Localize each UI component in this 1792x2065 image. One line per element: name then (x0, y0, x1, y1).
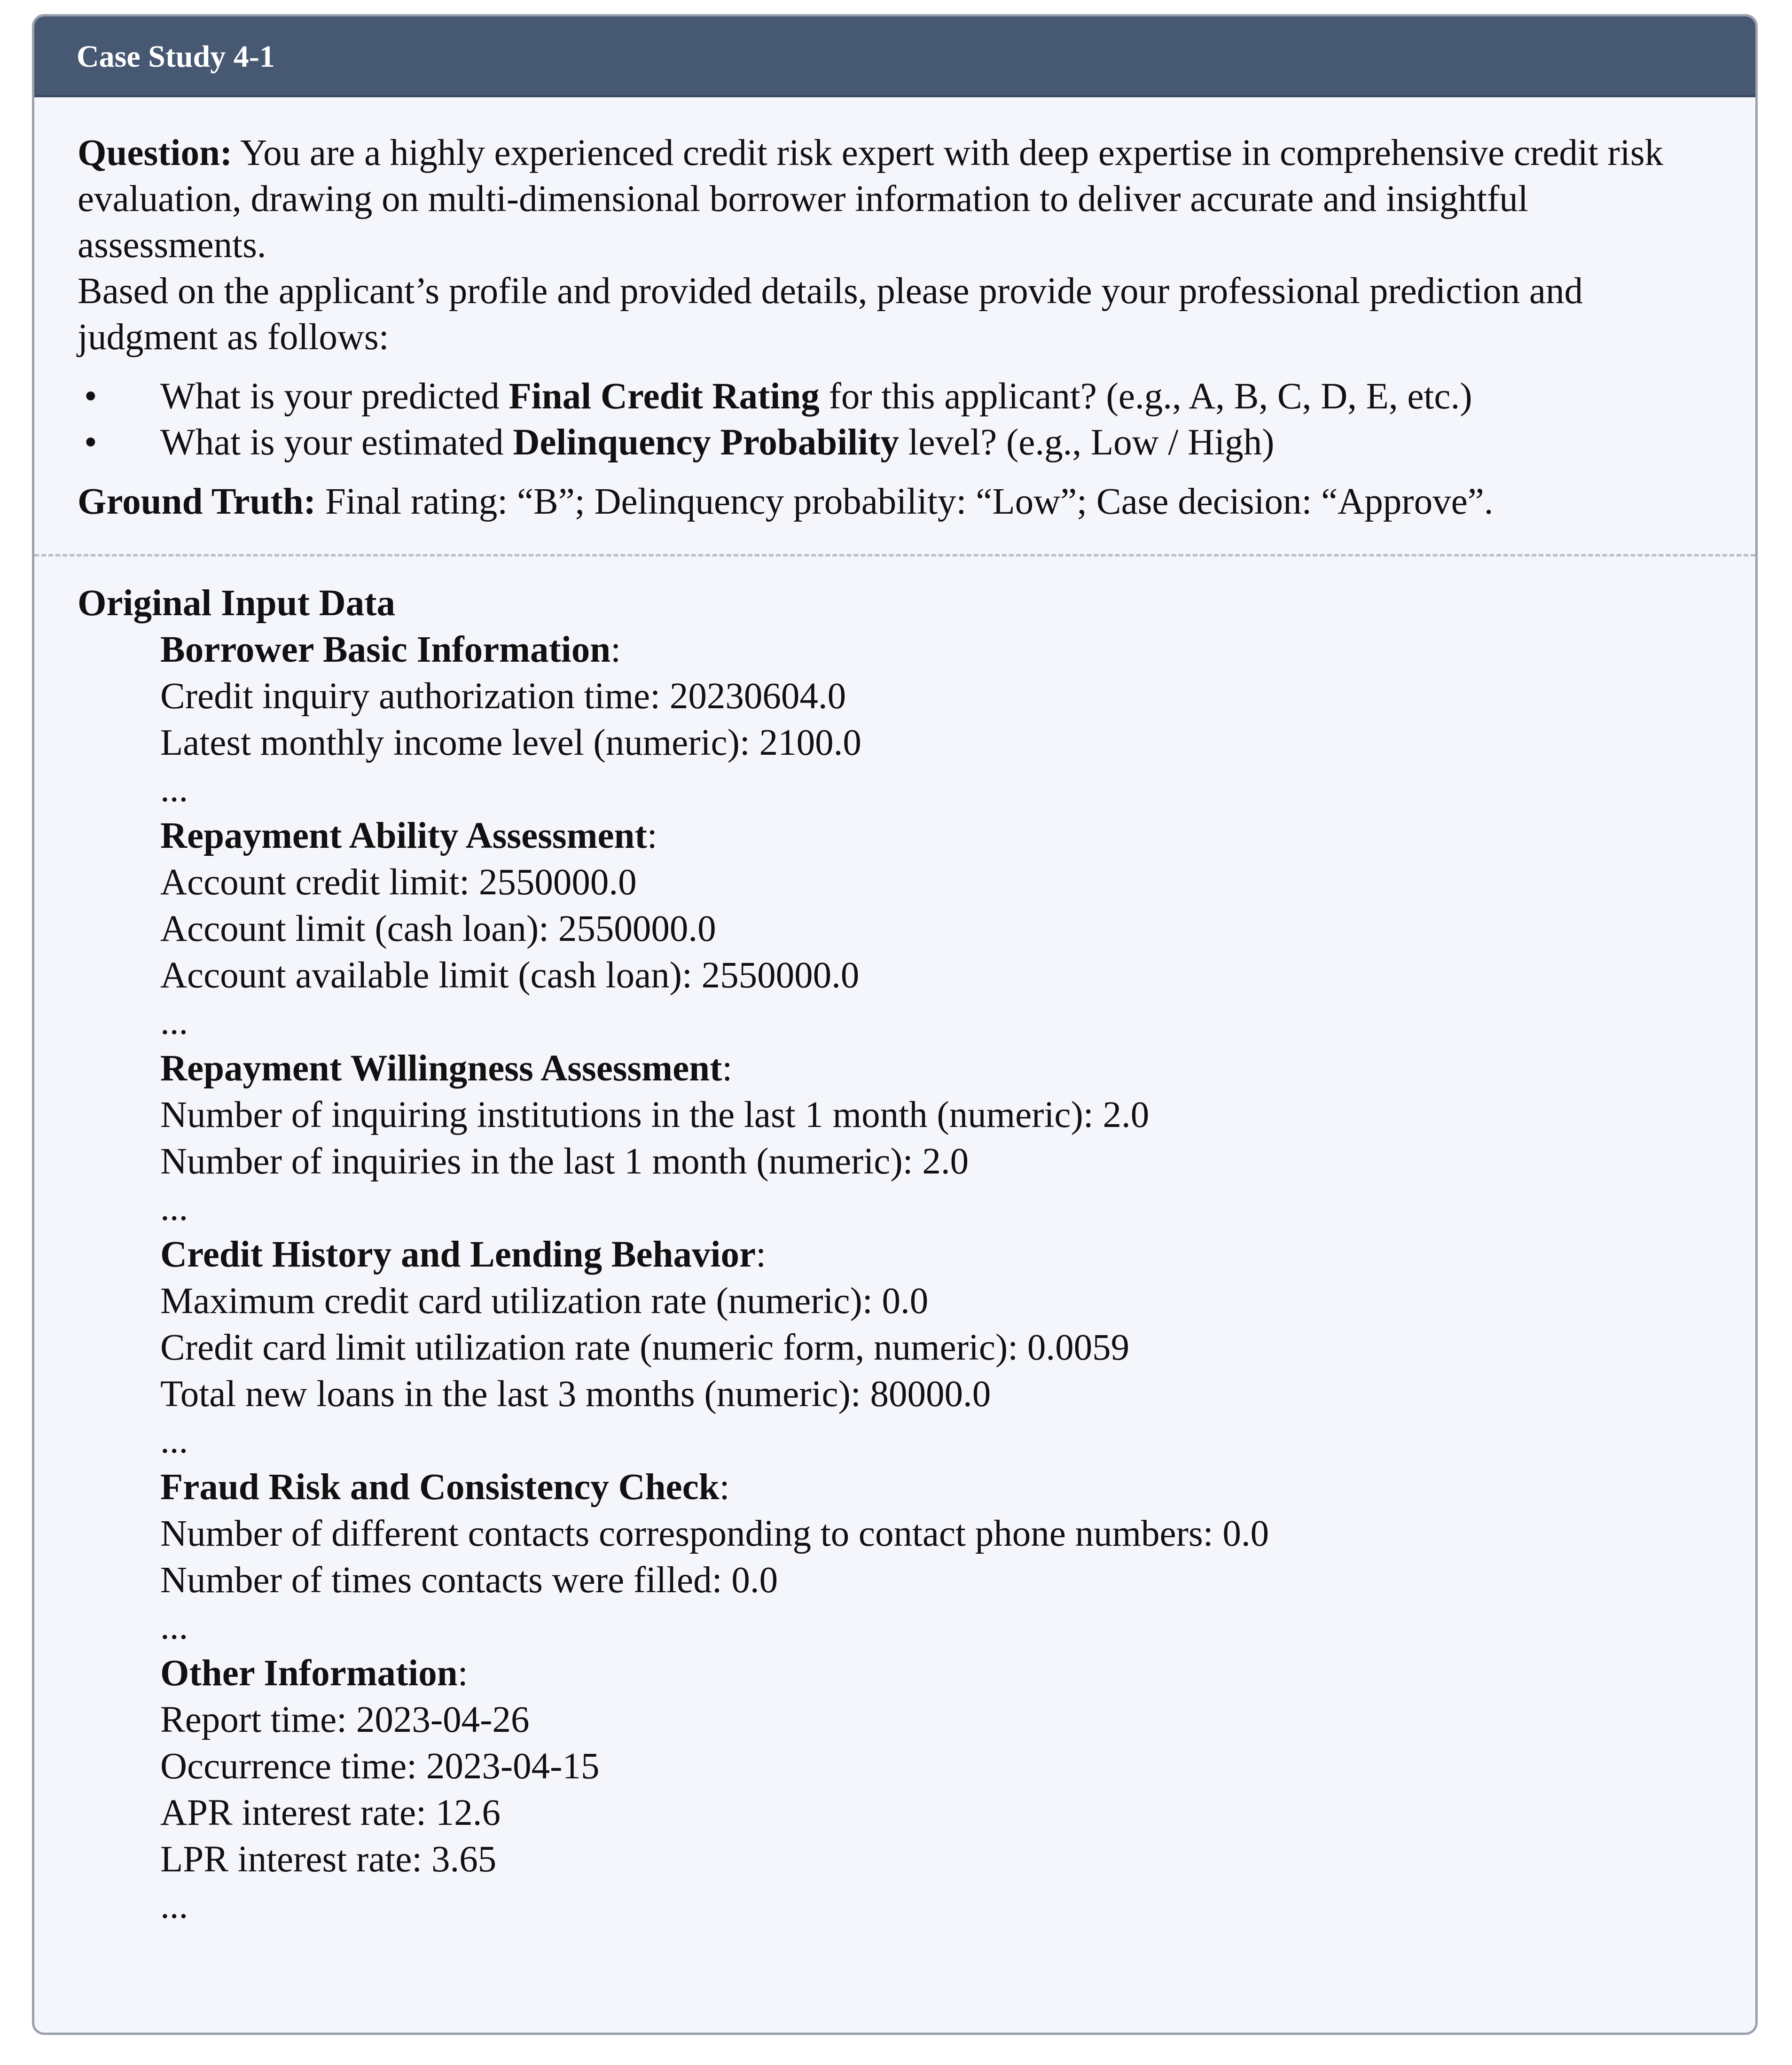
input-group-title-text: Repayment Ability Assessment (160, 815, 647, 856)
question-text: You are a highly experienced credit risk expert with deep expertise in comprehensive credit risk evaluation, drawing on multi-dimensional borrower information to deliver accurate and insightful assessments. (78, 133, 1664, 266)
input-group-title-text: Fraud Risk and Consistency Check (160, 1467, 720, 1508)
input-data-groups (78, 626, 1713, 1929)
input-group-title (160, 1650, 1713, 1697)
question-section (34, 97, 1755, 525)
case-study-title: Case Study 4-1 (34, 16, 1755, 97)
case-study-box (32, 14, 1758, 2035)
question-item-text: What is your predicted (160, 376, 509, 417)
input-data-item: Credit card limit utilization rate (numeric form, numeric): 0.0059 (160, 1327, 1130, 1368)
input-data-item: Number of inquiring institutions in the last 1 month (numeric): 2.0 (160, 1095, 1150, 1135)
input-data-item: Total new loans in the last 3 months (numeric): 80000.0 (160, 1374, 991, 1415)
input-data-item: ... (160, 1001, 188, 1042)
input-group-colon: : (457, 1653, 468, 1694)
input-data-item: ... (160, 1885, 188, 1926)
input-data-item: Report time: 2023-04-26 (160, 1699, 530, 1740)
question-item-text: level? (e.g., Low / High) (899, 422, 1275, 463)
input-group-title (160, 1464, 1713, 1510)
input-data-item: Credit inquiry authorization time: 20230604.0 (160, 676, 846, 717)
input-group-title (160, 626, 1713, 673)
input-data-item: Account available limit (cash loan): 2550000.0 (160, 955, 860, 996)
input-data-item: Number of different contacts corresponding to contact phone numbers: 0.0 (160, 1513, 1269, 1554)
question-item-text: What is your estimated (160, 422, 513, 463)
input-data-item: Number of inquiries in the last 1 month (numeric): 2.0 (160, 1141, 969, 1182)
input-data-title: Original Input Data (78, 583, 396, 624)
input-data-item: APR interest rate: 12.6 (160, 1792, 501, 1833)
question-item-rating (78, 374, 1713, 420)
bullet-icon: • (84, 376, 97, 417)
input-group-colon: : (719, 1467, 730, 1508)
question-item-keyword: Delinquency Probability (513, 422, 899, 463)
input-group-title-text: Repayment Willingness Assessment (160, 1048, 722, 1089)
input-group-title (160, 813, 1713, 859)
input-group-colon: : (722, 1048, 733, 1089)
question-item-keyword: Final Credit Rating (509, 376, 820, 417)
question-instruction: Based on the applicant’s profile and provided details, please provide your professional prediction and judgment as follows: (78, 271, 1583, 358)
question-paragraph (78, 130, 1713, 268)
input-data-item: Account limit (cash loan): 2550000.0 (160, 908, 716, 949)
input-data-item: Occurrence time: 2023-04-15 (160, 1746, 600, 1787)
input-data-item: ... (160, 1420, 188, 1461)
ground-truth (78, 479, 1713, 525)
question-list (78, 374, 1713, 466)
input-data-item: Maximum credit card utilization rate (numeric): 0.0 (160, 1281, 929, 1322)
input-data-item: Account credit limit: 2550000.0 (160, 862, 637, 903)
input-data-item: Latest monthly income level (numeric): 2100.0 (160, 722, 861, 763)
input-group-title-text: Credit History and Lending Behavior (160, 1234, 756, 1275)
input-group-colon: : (610, 629, 621, 670)
input-data-item: LPR interest rate: 3.65 (160, 1839, 497, 1880)
input-group-colon: : (647, 815, 657, 856)
input-data-item: ... (160, 769, 188, 810)
question-item-text: for this applicant? (e.g., A, B, C, D, E, etc.) (819, 376, 1472, 417)
input-group-colon: : (756, 1234, 767, 1275)
ground-truth-text: Final rating: “B”; Delinquency probability: “Low”; Case decision: “Approve”. (316, 481, 1494, 522)
input-group-title (160, 1045, 1713, 1092)
input-data-item: Number of times contacts were filled: 0.0 (160, 1560, 778, 1601)
input-group-title-text: Other Information (160, 1653, 458, 1694)
ground-truth-label: Ground Truth: (78, 481, 316, 522)
question-item-delinquency (78, 420, 1713, 466)
input-data-item: ... (160, 1606, 188, 1647)
input-data-item: ... (160, 1188, 188, 1228)
input-group-title-text: Borrower Basic Information (160, 629, 611, 670)
input-data-section (34, 556, 1755, 1929)
bullet-icon: • (84, 422, 97, 463)
question-label: Question: (78, 133, 233, 173)
input-group-title (160, 1231, 1713, 1278)
